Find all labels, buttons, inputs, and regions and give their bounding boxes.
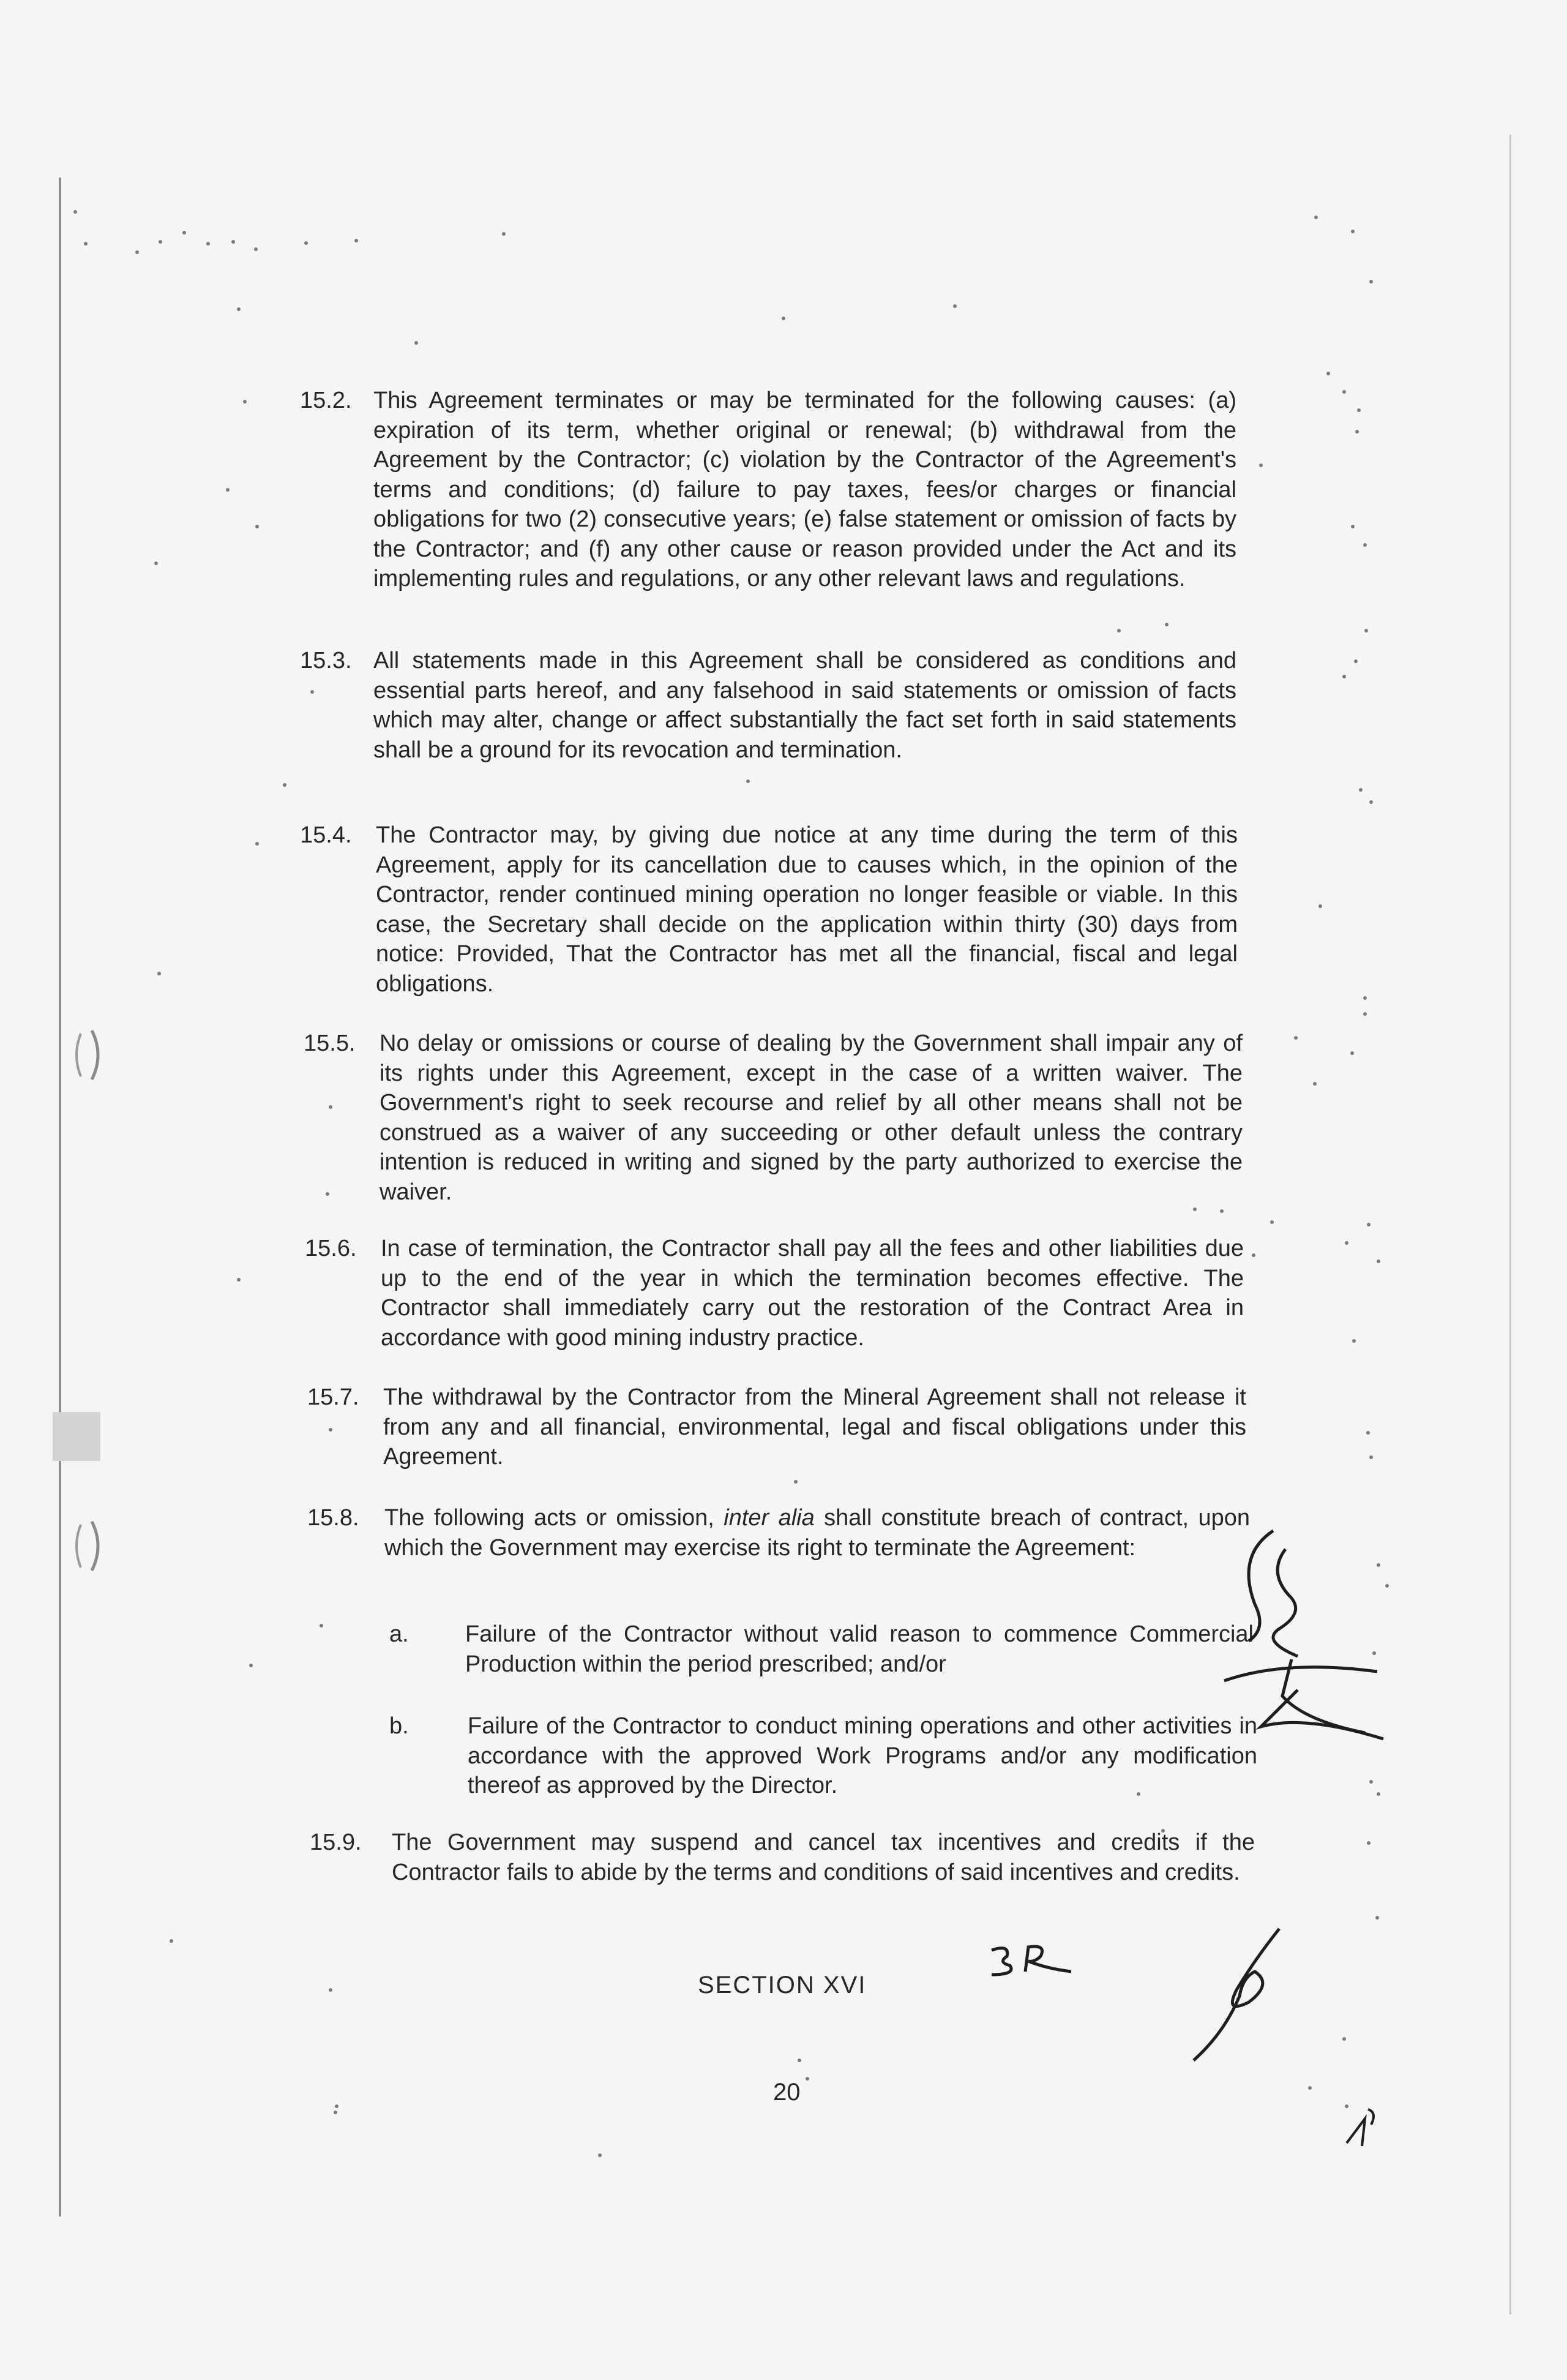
- clause-15-8: [307, 1503, 1250, 1563]
- signature-initials-large: [1212, 1506, 1408, 1788]
- clause-number: 15.7.: [307, 1384, 359, 1410]
- signature-flourish: [1181, 1923, 1298, 2070]
- page-number: 20: [773, 2079, 801, 2106]
- clause-text: No delay or omissions or course of dealing by the Government shall impair any of its rights under this Agreement, except in the case of a written waiver. The Government's right to seek recourse and relief by all other means shall not be construed as a waiver of any succeeding or other default unless the contrary intention is reduced in writing and signed by the party authorized to exercise the waiver.: [380, 1030, 1243, 1205]
- clause-number: 15.4.: [300, 822, 352, 848]
- clause-15-6: [305, 1234, 1244, 1353]
- clause-italic-term: inter alia: [724, 1505, 815, 1531]
- clause-text: The Contractor may, by giving due notice at any time during the term of this Agreement, apply for its cancellation due to causes which, in the opinion of the Contractor, render continued mining operation no longer feasible or viable. In this case, the Secretary shall decide on the application within thirty (30) days from notice: Provided, That the Contractor has met all the financial, fiscal and legal obligations.: [376, 822, 1238, 997]
- subitem-letter: a.: [389, 1621, 409, 1647]
- clause-text: In case of termination, the Contractor shall pay all the fees and other liabilities due up to the end of the year in which the termination becomes effective. The Contractor shall immediately carry out the restoration of the Contract Area in accordance with good mining industry practice.: [381, 1236, 1244, 1351]
- clause-number: 15.6.: [305, 1236, 357, 1261]
- subitem-a: [389, 1620, 1254, 1679]
- subitem-letter: b.: [389, 1713, 409, 1739]
- clause-number: 15.3.: [300, 648, 352, 674]
- initials-small: [1337, 2100, 1393, 2155]
- clause-text: All statements made in this Agreement shall be considered as conditions and essential parts hereof, and any falsehood in said statements or omission of facts which may alter, change or affect substantially the fact set forth in said statements shall be a ground for its revocation and termination.: [373, 648, 1236, 763]
- clause-15-4: [300, 820, 1238, 999]
- clause-text: The Government may suspend and cancel tax incentives and credits if the Contractor fails to abide by the terms and conditions of said incentives and credits.: [392, 1830, 1255, 1885]
- section-heading: SECTION XVI: [698, 1972, 867, 1999]
- clause-number: 15.5.: [304, 1030, 356, 1056]
- clause-15-2: [300, 386, 1236, 594]
- subitem-text: Failure of the Contractor to conduct mining operations and other activities in accordance with the approved Work Programs and/or any modification thereof as approved by the Director.: [468, 1713, 1257, 1798]
- clause-text: The following acts or omission, inter alia shall constitute breach of contract, upon which the Government may exercise its right to terminate the Agreement:: [384, 1505, 1251, 1561]
- initials-3r: [979, 1938, 1090, 1987]
- clause-15-3: [300, 646, 1236, 765]
- clause-number: 15.2.: [300, 388, 352, 413]
- clause-15-5: [304, 1029, 1243, 1207]
- clause-text: This Agreement terminates or may be terminated for the following causes: (a) expiration of its term, whether original or renewal; (b) withdrawal from the Agreement by the Contractor; (c) violation by the Contractor of the Agreement's terms and conditions; (d) failure to pay taxes, fees/or charges or financial obligations for two (2) consecutive years; (e) false statement or omission of facts by the Contractor; and (f) any other cause or reason provided under the Act and its implementing rules and regulations, or any other relevant laws and regulations.: [373, 388, 1236, 591]
- clause-text: The withdrawal by the Contractor from the Mineral Agreement shall not release it from any and all financial, environmental, legal and fiscal obligations under this Agreement.: [383, 1384, 1246, 1470]
- clause-number: 15.8.: [307, 1505, 359, 1531]
- subitem-b: [389, 1711, 1257, 1801]
- clause-15-7: [307, 1383, 1246, 1472]
- subitem-text: Failure of the Contractor without valid reason to commence Commercial Production within the period prescribed; and/or: [465, 1621, 1254, 1677]
- clause-15-9: [310, 1828, 1255, 1887]
- clause-number: 15.9.: [310, 1830, 362, 1855]
